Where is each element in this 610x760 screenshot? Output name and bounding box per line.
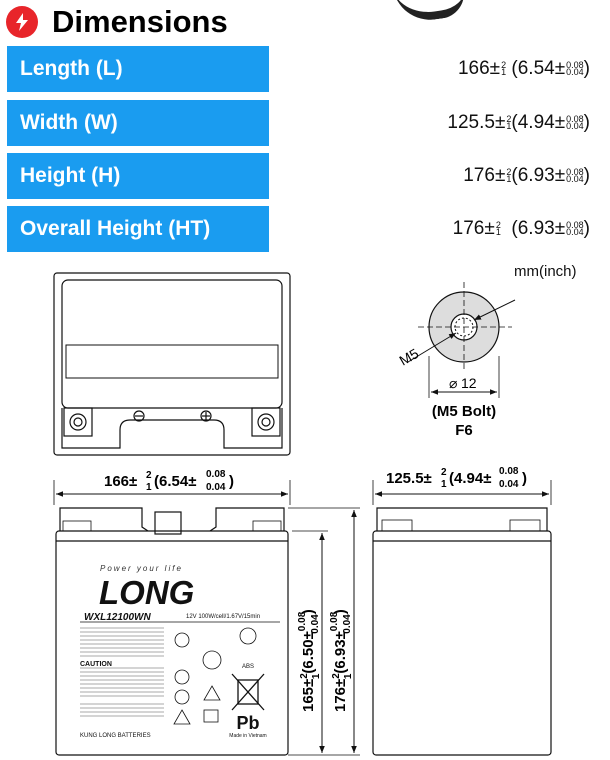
dimension-label-height: Height (H) (7, 153, 269, 199)
svg-text:(4.94±: (4.94± (449, 470, 492, 487)
svg-text:1: 1 (441, 479, 447, 490)
made-in-label: Made in Vietnam (229, 733, 267, 739)
terminal-detail (396, 282, 515, 439)
terminal-diameter-symbol: ⌀ (449, 375, 458, 391)
eye-protection-icon (175, 690, 189, 704)
height-ht-text: 176±$^2$1(6.93±$^{0.08}$ 0.04) (329, 609, 354, 712)
dimension-value-height: 176± 2 1 (6.93± 0.08 0.04 ) (463, 165, 590, 186)
terminal-diameter-label: 12 (461, 375, 477, 391)
height-h-text: 165±$^2$1(6.50±$^{0.08}$ 0.04) (297, 609, 322, 712)
ul-icon (175, 633, 189, 647)
dimension-value-length: 166± 2 1 (6.54± 0.08 0.04 ) (457, 58, 590, 79)
battery-label (80, 564, 280, 739)
dimension-value-overall-height: 176± 2 1 (6.93± 0.08 0.04 ) (452, 218, 590, 239)
dimension-label-overall-height: Overall Height (HT) (7, 206, 269, 252)
caution-label: CAUTION (80, 661, 112, 668)
height-dimensions (288, 508, 360, 755)
battery-side-view (373, 508, 551, 755)
units-label: mm(inch) (514, 263, 577, 280)
warning-icon (204, 686, 220, 700)
svg-text:2: 2 (146, 470, 152, 481)
brand-tagline: Power your life (100, 564, 183, 573)
dimension-value-width: 125.5± 2 1 (4.94± 0.08 0.04 ) (447, 112, 590, 133)
svg-text:0.04: 0.04 (206, 482, 226, 493)
model-name: WXL12100WN (84, 612, 151, 623)
model-spec: 12V 100W/cell/1.67V/15min (186, 614, 261, 620)
svg-text:): ) (522, 470, 527, 487)
terminal-name: (M5 Bolt) (431, 403, 497, 420)
svg-text:2: 2 (441, 467, 447, 478)
width-dimension (373, 466, 551, 505)
battery-top-view (54, 273, 290, 455)
svg-text:1: 1 (146, 482, 152, 493)
dimension-label-length: Length (L) (7, 46, 269, 92)
crossed-bin-icon (232, 674, 264, 710)
svg-text:(6.54±: (6.54± (154, 473, 197, 490)
acid-warning-icon (174, 710, 190, 724)
seal-icon (203, 651, 221, 669)
page-title: Dimensions (52, 4, 228, 39)
length-dim-text: 166± (104, 473, 138, 490)
svg-text:): ) (229, 473, 234, 490)
maker-label: KUNG LONG BATTERIES (80, 733, 151, 739)
brand-logo: LONG (99, 574, 195, 611)
abs-label: ABS (241, 664, 255, 670)
terminal-code: F6 (455, 422, 473, 439)
svg-text:0.04: 0.04 (499, 479, 519, 490)
terminal-thread-label: M5 (396, 345, 422, 369)
recycle-icon (240, 628, 256, 644)
svg-text:0.08: 0.08 (206, 469, 226, 480)
manual-icon (204, 710, 218, 722)
length-dimension (54, 469, 290, 505)
svg-text:0.08: 0.08 (499, 466, 519, 477)
pb-recycle-label: Pb (236, 713, 260, 733)
width-dim-text: 125.5± (386, 470, 432, 487)
no-fire-icon (175, 670, 189, 684)
dimension-label-width: Width (W) (7, 100, 269, 146)
